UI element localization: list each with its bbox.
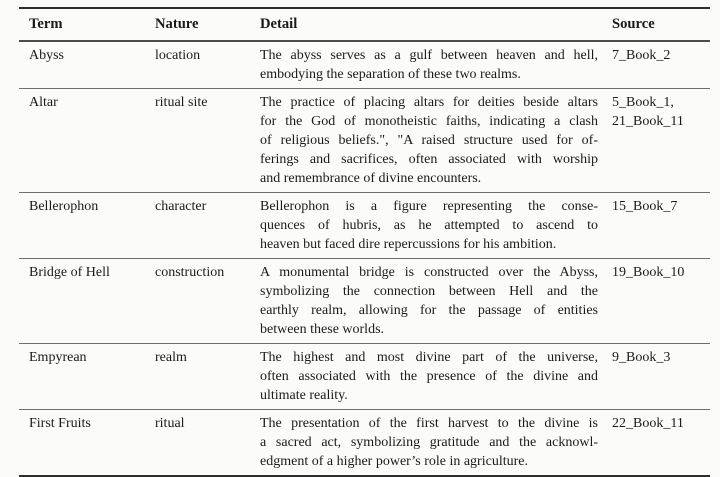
nature-cell: ritual bbox=[155, 416, 185, 431]
table-header-row bbox=[19, 9, 710, 42]
detail-cell bbox=[260, 93, 612, 188]
term-cell: Abyss bbox=[29, 48, 65, 63]
nature-cell: realm bbox=[155, 350, 187, 365]
detail-line: The practice of placing altars for deities beside altars bbox=[260, 95, 598, 110]
source-line: 5_Book_1, bbox=[612, 95, 674, 110]
source-line: 22_Book_11 bbox=[612, 416, 684, 431]
nature-cell: construction bbox=[155, 265, 225, 280]
table-row bbox=[19, 343, 710, 409]
detail-line: for the God of monotheistic faiths, indicating a clash bbox=[260, 114, 598, 129]
table-row bbox=[19, 258, 710, 343]
detail-cell bbox=[260, 414, 612, 471]
table-row bbox=[19, 192, 710, 258]
source-cell bbox=[612, 263, 710, 282]
detail-line: of religious beliefs.", "A raised structure used for of- bbox=[260, 133, 598, 148]
source-cell bbox=[612, 46, 710, 65]
source-line: 9_Book_3 bbox=[612, 350, 671, 365]
nature-cell: ritual site bbox=[155, 95, 208, 110]
detail-cell bbox=[260, 263, 612, 339]
detail-line: edgment of a higher power’s role in agriculture. bbox=[260, 454, 528, 469]
detail-line: symbolizing the connection between Hell and the bbox=[260, 284, 598, 299]
detail-line: often associated with the presence of the divine and bbox=[260, 369, 598, 384]
detail-line: earthly realm, allowing for the passage of entities bbox=[260, 303, 598, 318]
table-row bbox=[19, 42, 710, 88]
detail-line: The highest and most divine part of the universe, bbox=[260, 350, 598, 365]
detail-line: ferings and sacrifices, often associated with worship bbox=[260, 152, 598, 167]
detail-line: embodying the separation of these two realms. bbox=[260, 67, 521, 82]
glossary-table bbox=[19, 7, 710, 477]
detail-line: and remembrance of divine encounters. bbox=[260, 171, 482, 186]
column-header-term: Term bbox=[29, 16, 63, 32]
detail-line: Bellerophon is a figure representing the conse- bbox=[260, 199, 598, 214]
detail-line: heaven but faced dire repercussions for his ambition. bbox=[260, 237, 557, 252]
column-header-detail: Detail bbox=[260, 16, 298, 32]
detail-line: quences of hubris, as he attempted to ascend to bbox=[260, 218, 598, 233]
table-row bbox=[19, 88, 710, 192]
term-cell: First Fruits bbox=[29, 416, 91, 431]
source-cell bbox=[612, 93, 710, 131]
column-header-source: Source bbox=[612, 16, 655, 32]
source-line: 7_Book_2 bbox=[612, 48, 671, 63]
term-cell: Empyrean bbox=[29, 350, 87, 365]
detail-cell bbox=[260, 348, 612, 405]
term-cell: Altar bbox=[29, 95, 58, 110]
source-line: 15_Book_7 bbox=[612, 199, 678, 214]
source-cell bbox=[612, 197, 710, 216]
table-row bbox=[19, 409, 710, 475]
detail-cell bbox=[260, 46, 612, 84]
detail-line: ultimate reality. bbox=[260, 388, 348, 403]
source-line: 19_Book_10 bbox=[612, 265, 685, 280]
table-body bbox=[19, 42, 710, 475]
source-line: 21_Book_11 bbox=[612, 114, 684, 129]
detail-line: The abyss serves as a gulf between heaven and hell, bbox=[260, 48, 598, 63]
term-cell: Bellerophon bbox=[29, 199, 99, 214]
detail-line: between these worlds. bbox=[260, 322, 385, 337]
detail-cell bbox=[260, 197, 612, 254]
column-header-nature: Nature bbox=[155, 16, 199, 32]
term-cell: Bridge of Hell bbox=[29, 265, 110, 280]
detail-line: a sacred act, symbolizing gratitude and the acknowl- bbox=[260, 435, 598, 450]
nature-cell: character bbox=[155, 199, 207, 214]
source-cell bbox=[612, 348, 710, 367]
detail-line: The presentation of the first harvest to the divine is bbox=[260, 416, 598, 431]
nature-cell: location bbox=[155, 48, 201, 63]
source-cell bbox=[612, 414, 710, 433]
detail-line: A monumental bridge is constructed over the Abyss, bbox=[260, 265, 598, 280]
